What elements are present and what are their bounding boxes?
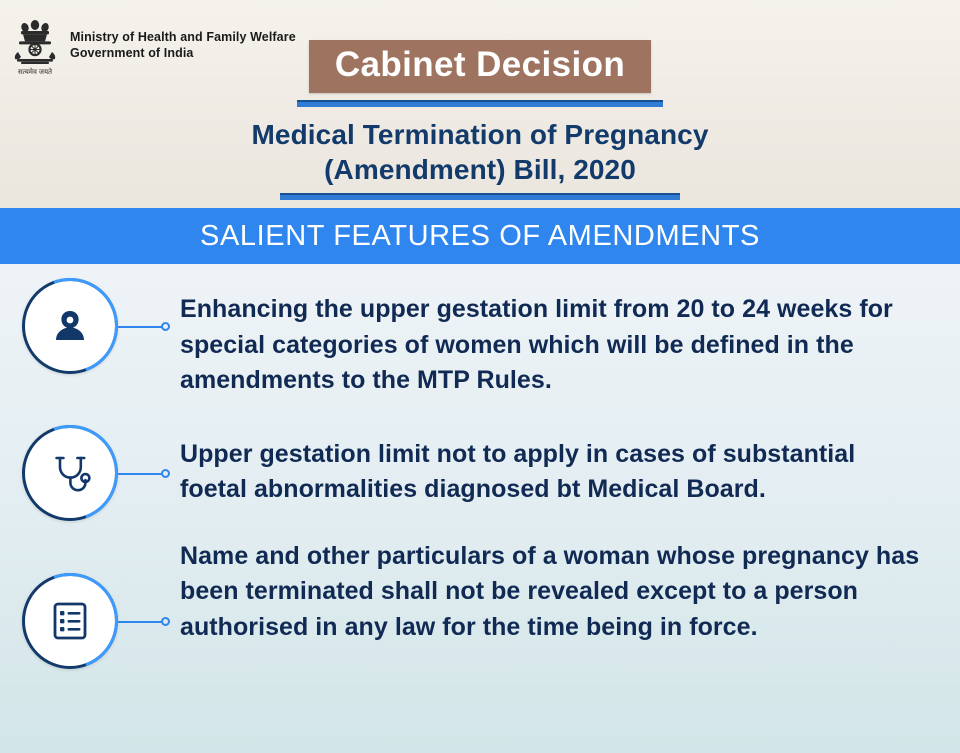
ministry-line-2: Government of India <box>70 45 194 60</box>
woman-glyph <box>47 303 93 349</box>
page-title-line-2: (Amendment) Bill, 2020 <box>324 153 636 185</box>
list-item <box>0 411 960 521</box>
list-item <box>0 278 960 399</box>
stethoscope-glyph <box>47 450 93 496</box>
feature-icon-column <box>0 278 180 374</box>
document-list-glyph <box>48 598 92 644</box>
feature-text: Upper gestation limit not to apply in cases of substantial foetal abnormalities diagnosed bt Medical Board. <box>180 439 856 503</box>
connector-line <box>118 469 170 479</box>
ministry-line-1: Ministry of Health and Family Welfare <box>70 30 296 44</box>
connector-line <box>118 617 170 627</box>
divider-upper <box>297 100 663 107</box>
connector-line <box>118 322 170 332</box>
section-header-band <box>0 208 960 264</box>
poster-header <box>0 0 960 208</box>
divider-lower <box>280 193 680 200</box>
page-title-line-1: Medical Termination of Pregnancy <box>251 118 709 150</box>
stethoscope-icon <box>22 425 118 521</box>
page-title <box>0 117 960 187</box>
feature-icon-column <box>0 533 180 669</box>
feature-icon-column <box>0 411 180 521</box>
document-list-icon <box>22 573 118 669</box>
cabinet-decision-banner: Cabinet Decision <box>309 40 651 93</box>
feature-text: Name and other particulars of a woman whose pregnancy has been terminated shall not be revealed except to a person authorised in any law for the time being in force. <box>180 541 920 641</box>
feature-text: Enhancing the upper gestation limit from 20 to 24 weeks for special categories of women which will be defined in the amendments to the MTP Rules. <box>180 295 893 394</box>
features-list <box>0 264 960 753</box>
poster-title-block <box>0 40 960 200</box>
section-header-title: SALIENT FEATURES OF AMENDMENTS <box>200 219 760 252</box>
woman-icon <box>22 278 118 374</box>
list-item <box>0 533 960 669</box>
svg-text:सत्यमेव जयते: सत्यमेव जयते <box>17 69 53 76</box>
